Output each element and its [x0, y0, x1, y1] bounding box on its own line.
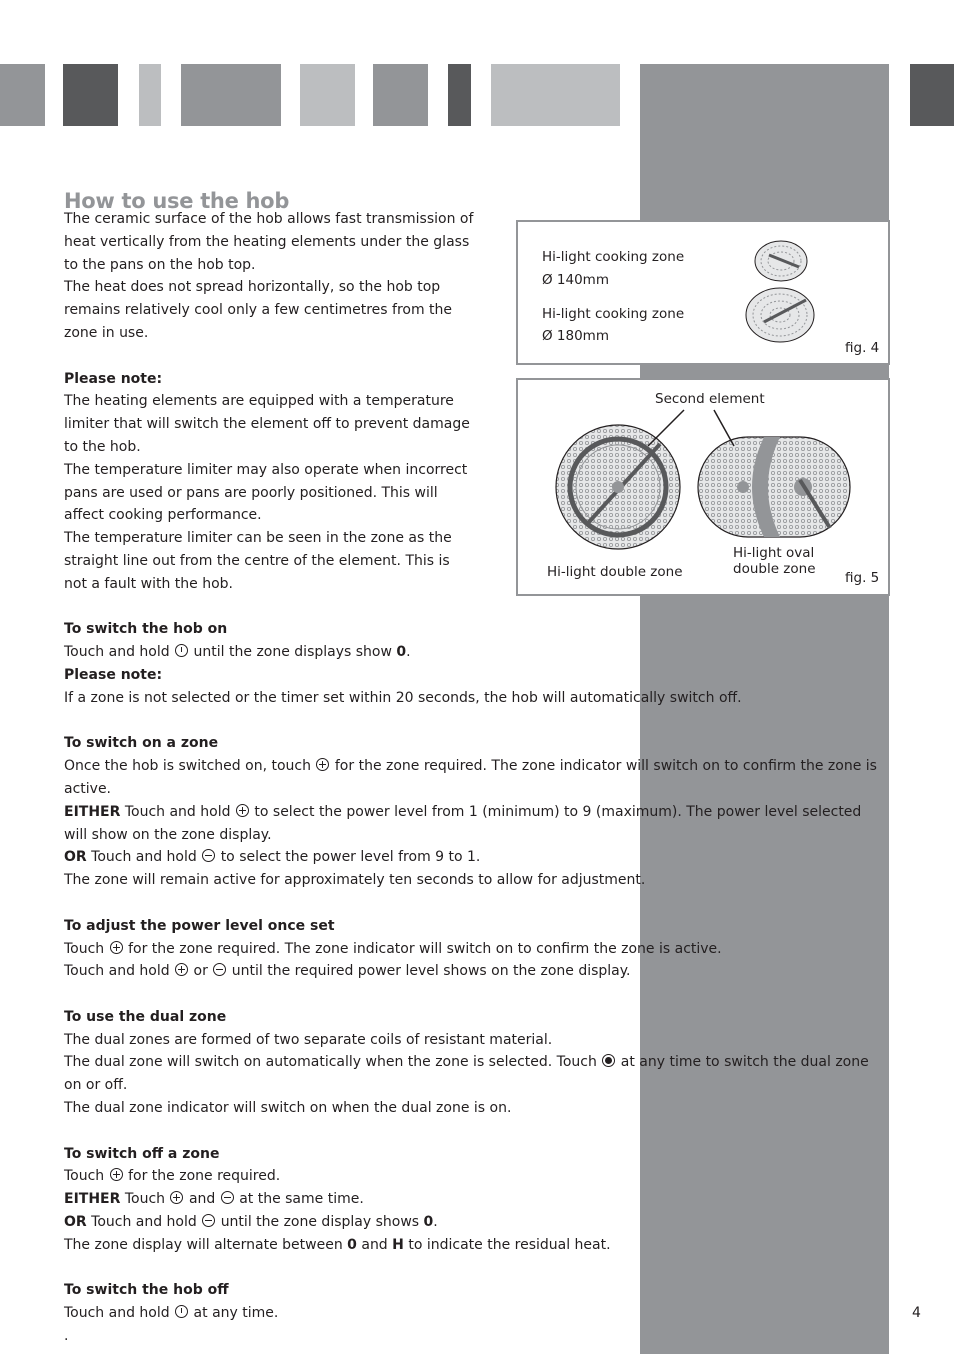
power-icon: [175, 1305, 188, 1318]
switch-on-heading: To switch the hob on: [64, 621, 228, 638]
cooking-zone-140-icon: [751, 238, 811, 284]
hob-off-line: Touch and hold at any time.: [64, 1305, 279, 1322]
fig4-caption: fig. 4: [845, 340, 880, 356]
zone-on-line-1: Once the hob is switched on, touch for the zone required. The zone indicator will switch on to confirm the zone is active.: [64, 758, 877, 797]
header-block-6: [373, 64, 428, 126]
adjust-line-2: Touch and hold or until the required power level shows on the zone display.: [64, 963, 631, 980]
dual-zone-icon: [602, 1054, 615, 1067]
switch-on-note: If a zone is not selected or the timer set within 20 seconds, the hob will automatically switch off.: [64, 689, 742, 706]
double-zone-label: Hi-light double zone: [547, 564, 683, 580]
intro-paragraph-1: The ceramic surface of the hob allows fast transmission of heat vertically from the heating elements under the glass to the pans on the hob top.: [64, 211, 474, 273]
zone-on-line-2: EITHER Touch and hold to select the power level from 1 (minimum) to 9 (maximum). The power level selected will show on the zone display.: [64, 803, 862, 843]
header-block-3: [139, 64, 161, 126]
adjust-heading: To adjust the power level once set: [64, 917, 335, 934]
minus-icon: [202, 849, 215, 862]
header-block-5: [300, 64, 355, 126]
header-block-4: [181, 64, 281, 126]
fig5-caption: fig. 5: [845, 570, 880, 586]
fig4-zone1-label: Hi-light cooking zone: [542, 249, 685, 265]
intro-section: [64, 208, 474, 596]
plus-icon: [110, 941, 123, 954]
switch-on-line: Touch and hold until the zone displays show 0.: [64, 644, 411, 661]
double-zone-diagram: [518, 380, 888, 594]
dual-line-3: The dual zone indicator will switch on when the dual zone is on.: [64, 1100, 512, 1117]
header-block-9: [910, 64, 954, 126]
adjust-line-1: Touch for the zone required. The zone indicator will switch on to confirm the zone is active.: [64, 940, 722, 957]
fig4-zone2-label: Hi-light cooking zone: [542, 306, 685, 322]
zone-on-line-4: The zone will remain active for approximately ten seconds to allow for adjustment.: [64, 872, 646, 889]
plus-icon: [110, 1168, 123, 1181]
zone-off-line-4: The zone display will alternate between 0 and H to indicate the residual heat.: [64, 1236, 611, 1253]
note-paragraph-3: The temperature limiter can be seen in the zone as the straight line out from the centre of the element. This is not a fault with the hob.: [64, 530, 452, 592]
trailing-dot: .: [64, 1328, 69, 1345]
power-icon: [175, 644, 188, 657]
hob-off-heading: To switch the hob off: [64, 1282, 229, 1299]
plus-icon: [175, 963, 188, 976]
note-paragraph-1: The heating elements are equipped with a temperature limiter that will switch the element off to prevent damage to the hob.: [64, 393, 470, 455]
page-title: How to use the hob: [64, 189, 290, 213]
header-block-1: [0, 64, 45, 126]
fig4-zone2-diameter: Ø 180mm: [542, 328, 609, 344]
zone-off-heading: To switch off a zone: [64, 1145, 220, 1162]
note-paragraph-2: The temperature limiter may also operate when incorrect pans are used or pans are poorly positioned. This will affect cooking performance.: [64, 461, 468, 524]
plus-icon: [236, 804, 249, 817]
minus-icon: [221, 1191, 234, 1204]
zone-off-line-1: Touch for the zone required.: [64, 1168, 281, 1185]
minus-icon: [202, 1214, 215, 1227]
note-heading: Please note:: [64, 370, 163, 387]
page-number: 4: [912, 1305, 921, 1321]
figure-5: [516, 378, 890, 596]
second-element-label: Second element: [655, 391, 765, 407]
minus-icon: [213, 963, 226, 976]
header-block-2: [63, 64, 118, 126]
figure-4: [516, 220, 890, 365]
switch-on-note-heading: Please note:: [64, 666, 163, 683]
header-block-7: [448, 64, 471, 126]
cooking-zone-180-icon: [744, 286, 816, 344]
intro-paragraph-2: The heat does not spread horizontally, so the hob top remains relatively cool only a few centimetres from the zone in use.: [64, 279, 453, 341]
dual-line-1: The dual zones are formed of two separate coils of resistant material.: [64, 1031, 553, 1048]
plus-icon: [170, 1191, 183, 1204]
zone-off-line-3: OR Touch and hold until the zone display shows 0.: [64, 1214, 438, 1231]
zone-on-line-3: OR Touch and hold to select the power level from 9 to 1.: [64, 849, 481, 866]
fig4-zone1-diameter: Ø 140mm: [542, 272, 609, 288]
dual-heading: To use the dual zone: [64, 1008, 227, 1025]
dual-line-2: The dual zone will switch on automatically when the zone is selected. Touch at any time to switch the dual zone on or off.: [64, 1054, 869, 1094]
zone-off-line-2: EITHER Touch and at the same time.: [64, 1191, 364, 1208]
oval-zone-label-1: Hi-light oval: [733, 545, 815, 561]
plus-icon: [316, 758, 329, 771]
header-block-8: [491, 64, 620, 126]
oval-zone-label-2: double zone: [733, 561, 816, 577]
zone-on-heading: To switch on a zone: [64, 735, 219, 752]
